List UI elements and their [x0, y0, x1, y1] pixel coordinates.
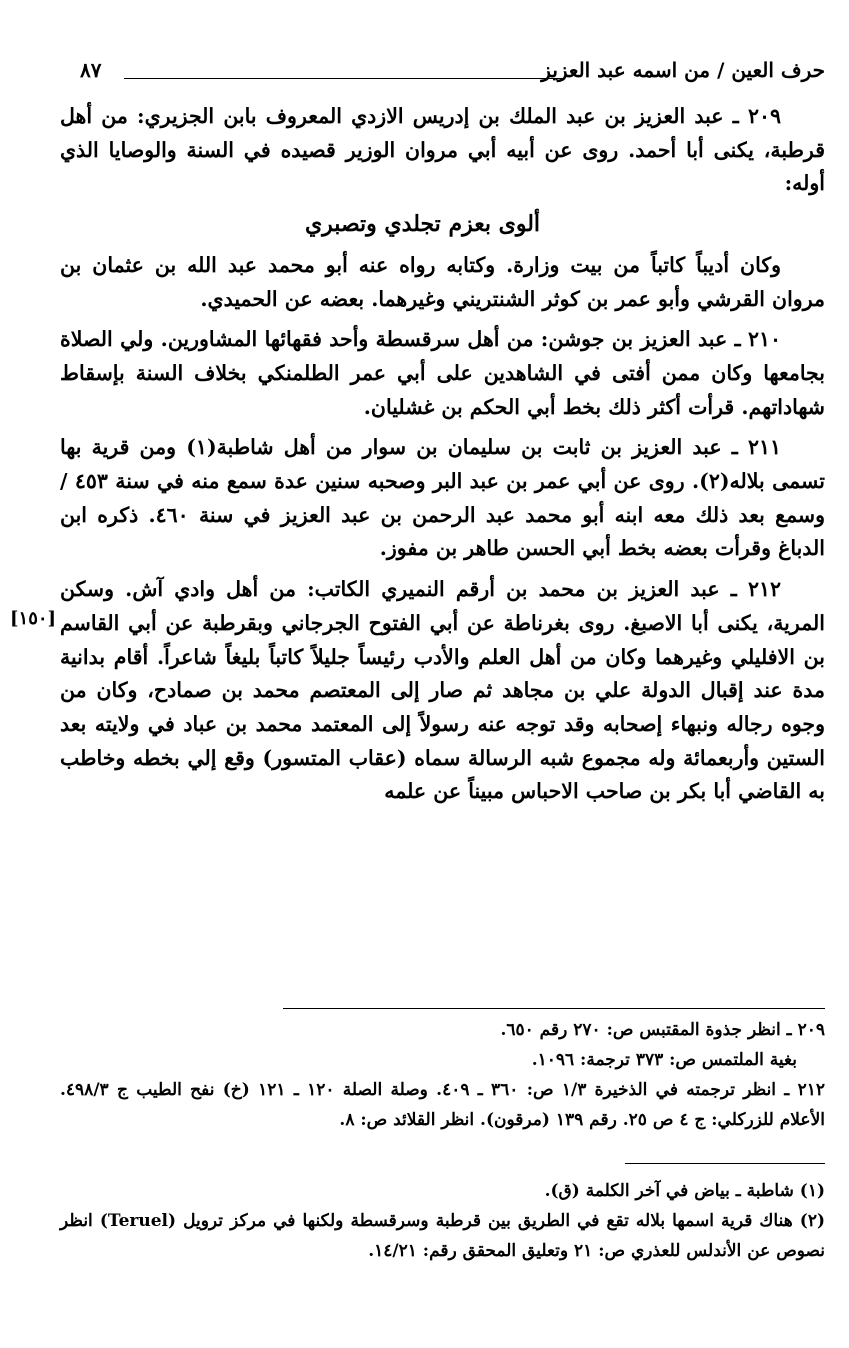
reference-209-continued: بغية الملتمس ص: ٣٧٣ ترجمة: ١٠٩٦. — [531, 1050, 797, 1070]
entry-210-paragraph: ٢١٠ ـ عبد العزيز بن جوشن: من أهل سرقسطة وأحد فقهائها المشاورين. ولي الصلاة بجامعها وكان ممن أفتى في الشاهدين على أبي عمر الطلمنكي بخلاف السنة بإسقاط شهاداتهم. قرأت أكثر ذلك بخط أبي الحكم بن غشليان. — [60, 327, 825, 419]
header-rule — [124, 78, 563, 79]
reference-212: ٢١٢ ـ انظر ترجمته في الذخيرة ١/٣ ص: ٣٦٠ ـ ٤٠٩. وصلة الصلة ١٢٠ ـ ١٢١ (خ) نفح الطيب ج ٤٩٨/٣. الأعلام للزركلي: ج ٤ ص ٢٥. رقم ١٣٩ (مرقون). انظر القلائد ص: ٨. — [60, 1080, 825, 1130]
page-header — [72, 58, 825, 92]
entry-209-verse: ألوى بعزم تجلدي وتصبري — [304, 211, 541, 238]
entry-211-paragraph: ٢١١ ـ عبد العزيز بن ثابت بن سليمان بن سوار من أهل شاطبة(١) ومن قرية بها تسمى بلاله(٢). روى عن أبي عمر بن عبد البر وصحبه سنين عدة سمع منه في سنة ٤٥٣ / وسمع بعد ذلك معه ابنه أبو محمد عبد الرحمن بن عبد العزيز في سنة ٤٦٠. ذكره ابن الدباغ وقرأت بعضه بخط أبي الحسن طاهر بن مفوز. — [60, 435, 826, 561]
footnote-2: (٢) هناك قرية اسمها بلاله تقع في الطريق بين قرطبة وسرقسطة ولكنها في مركز ترويل (Teruel) انظر نصوص عن الأندلس للعذري ص: ٢١ وتعليق المحقق رقم: ١٤/٢١. — [60, 1211, 825, 1261]
entry-212-paragraph: ٢١٢ ـ عبد العزيز بن محمد بن أرقم النميري الكاتب: من أهل وادي آش. وسكن المرية، يكنى أبا الاصبغ. روى بغرناطة عن أبي الفتوح الجرجاني وبقرطبة عن أبي القاسم بن الافليلي وغيرهما وكان من أهل العلم والأدب رئيساً جليلاً كاتباً بليغاً شاعراً. أقام بدانية مدة عند إقبال الدولة علي بن مجاهد ثم صار إلى المعتصم محمد بن صمادح، وكان من وجوه رجاله ونبهاء إصحابه وقد توجه عنه رسولاً إلى المعتمد محمد بن عباد في ولايته بعد الستين وأربعمائة وله مجموع شبه الرسالة سماه (عقاب المتسور) وقع إلي بخطه وخاطب به القاضي أبا بكر بن صاحب الاحباس مبيناً عن علمه — [60, 577, 825, 804]
footnote-1: (١) شاطبة ـ بياض في آخر الكلمة (ق). — [544, 1181, 825, 1201]
entry-209-paragraph: ٢٠٩ ـ عبد العزيز بن عبد الملك بن إدريس الازدي المعروف بابن الجزيري: من أهل قرطبة، يكنى أبا أحمد. روى عن أبيه أبي مروان الوزير قصيده في السنة والوصايا الذي أوله: — [60, 104, 825, 196]
margin-page-reference: [١٥٠] — [10, 608, 57, 629]
references-block — [60, 1015, 825, 1135]
footnotes-rule — [625, 1163, 825, 1164]
page-number: ٨٧ — [80, 58, 102, 82]
references-rule — [283, 1008, 825, 1009]
reference-209: ٢٠٩ ـ انظر جذوة المقتبس ص: ٢٧٠ رقم ٦٥٠. — [500, 1020, 825, 1040]
main-text — [60, 100, 825, 816]
running-title: حرف العين / من اسمه عبد العزيز — [541, 58, 825, 82]
entry-209-continuation: وكان أديباً كاتباً من بيت وزارة. وكتابه رواه عنه أبو محمد عبد الله بن عثمان بن مروان القرشي وأبو عمر بن كوثر الشنتريني وغيرهما. بعضه عن الحميدي. — [60, 252, 825, 311]
footnotes-block — [60, 1176, 825, 1266]
